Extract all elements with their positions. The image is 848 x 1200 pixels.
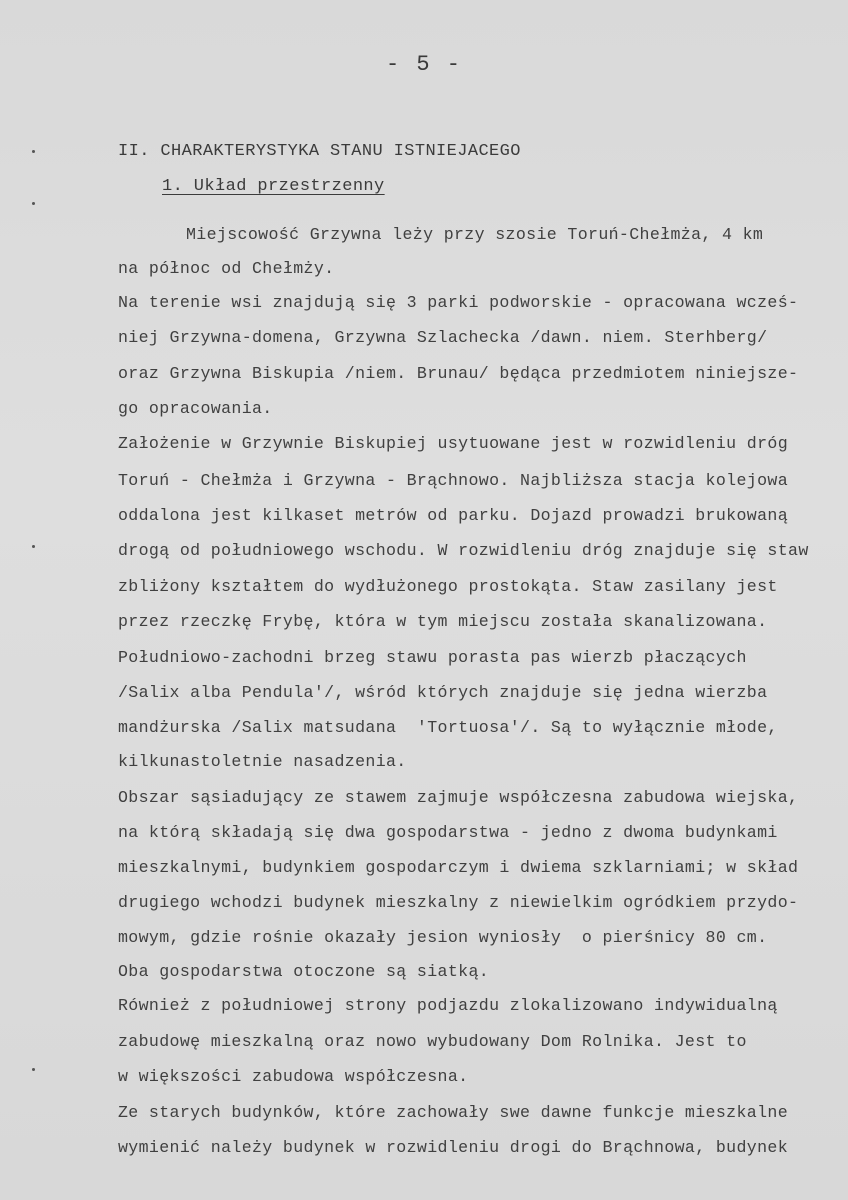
text-line: przez rzeczkę Frybę, która w tym miejscu została skanalizowana. [118,612,768,631]
text-line: mieszkalnymi, budynkiem gospodarczym i dwiema szklarniami; w skład [118,858,799,877]
text-line: wymienić należy budynek w rozwidleniu drogi do Brąchnowa, budynek [118,1138,789,1157]
text-line: drogą od południowego wschodu. W rozwidleniu dróg znajduje się staw [118,541,809,560]
text-line: drugiego wchodzi budynek mieszkalny z niewielkim ogródkiem przydo- [118,893,799,912]
text-line: oraz Grzywna Biskupia /niem. Brunau/ będąca przedmiotem niniejsze- [118,364,799,383]
text-line: Obszar sąsiadujący ze stawem zajmuje współczesna zabudowa wiejska, [118,788,799,807]
text-line: mowym, gdzie rośnie okazały jesion wyniosły o pierśnicy 80 cm. [118,928,768,947]
text-line: Miejscowość Grzywna leży przy szosie Toruń-Chełmża, 4 km [186,225,764,244]
text-line: w większości zabudowa współczesna. [118,1067,469,1086]
text-line: Również z południowej strony podjazdu zlokalizowano indywidualną [118,996,778,1015]
text-line: na którą składają się dwa gospodarstwa - jedno z dwoma budynkami [118,823,778,842]
text-line: Ze starych budynków, które zachowały swe dawne funkcje mieszkalne [118,1103,789,1122]
text-line: niej Grzywna-domena, Grzywna Szlachecka /dawn. niem. Sterhberg/ [118,328,768,347]
text-line: /Salix alba Pendula'/, wśród których znajduje się jedna wierzba [118,683,768,702]
text-line: go opracowania. [118,399,273,418]
text-line: Założenie w Grzywnie Biskupiej usytuowane jest w rozwidleniu dróg [118,434,789,453]
page-number: - 5 - [385,52,462,77]
text-line: Oba gospodarstwa otoczone są siatką. [118,962,490,981]
subsection-heading: 1. Układ przestrzenny [162,177,385,196]
section-heading: II. CHARAKTERYSTYKA STANU ISTNIEJACEGO [118,142,521,161]
text-line: zabudowę mieszkalną oraz nowo wybudowany Dom Rolnika. Jest to [118,1032,747,1051]
margin-punch-mark [32,1068,35,1071]
text-line: Toruń - Chełmża i Grzywna - Brąchnowo. Najbliższa stacja kolejowa [118,471,789,490]
margin-punch-mark [32,202,35,205]
text-line: kilkunastoletnie nasadzenia. [118,752,407,771]
text-line: Południowo-zachodni brzeg stawu porasta pas wierzb płaczących [118,648,747,667]
margin-punch-mark [32,545,35,548]
text-line: mandżurska /Salix matsudana 'Tortuosa'/. Są to wyłącznie młode, [118,718,778,737]
text-line: oddalona jest kilkaset metrów od parku. Dojazd prowadzi brukowaną [118,506,789,525]
text-line: na północ od Chełmży. [118,259,335,278]
margin-punch-mark [32,150,35,153]
text-line: Na terenie wsi znajdują się 3 parki podworskie - opracowana wcześ- [118,293,799,312]
text-line: zbliżony kształtem do wydłużonego prostokąta. Staw zasilany jest [118,577,778,596]
